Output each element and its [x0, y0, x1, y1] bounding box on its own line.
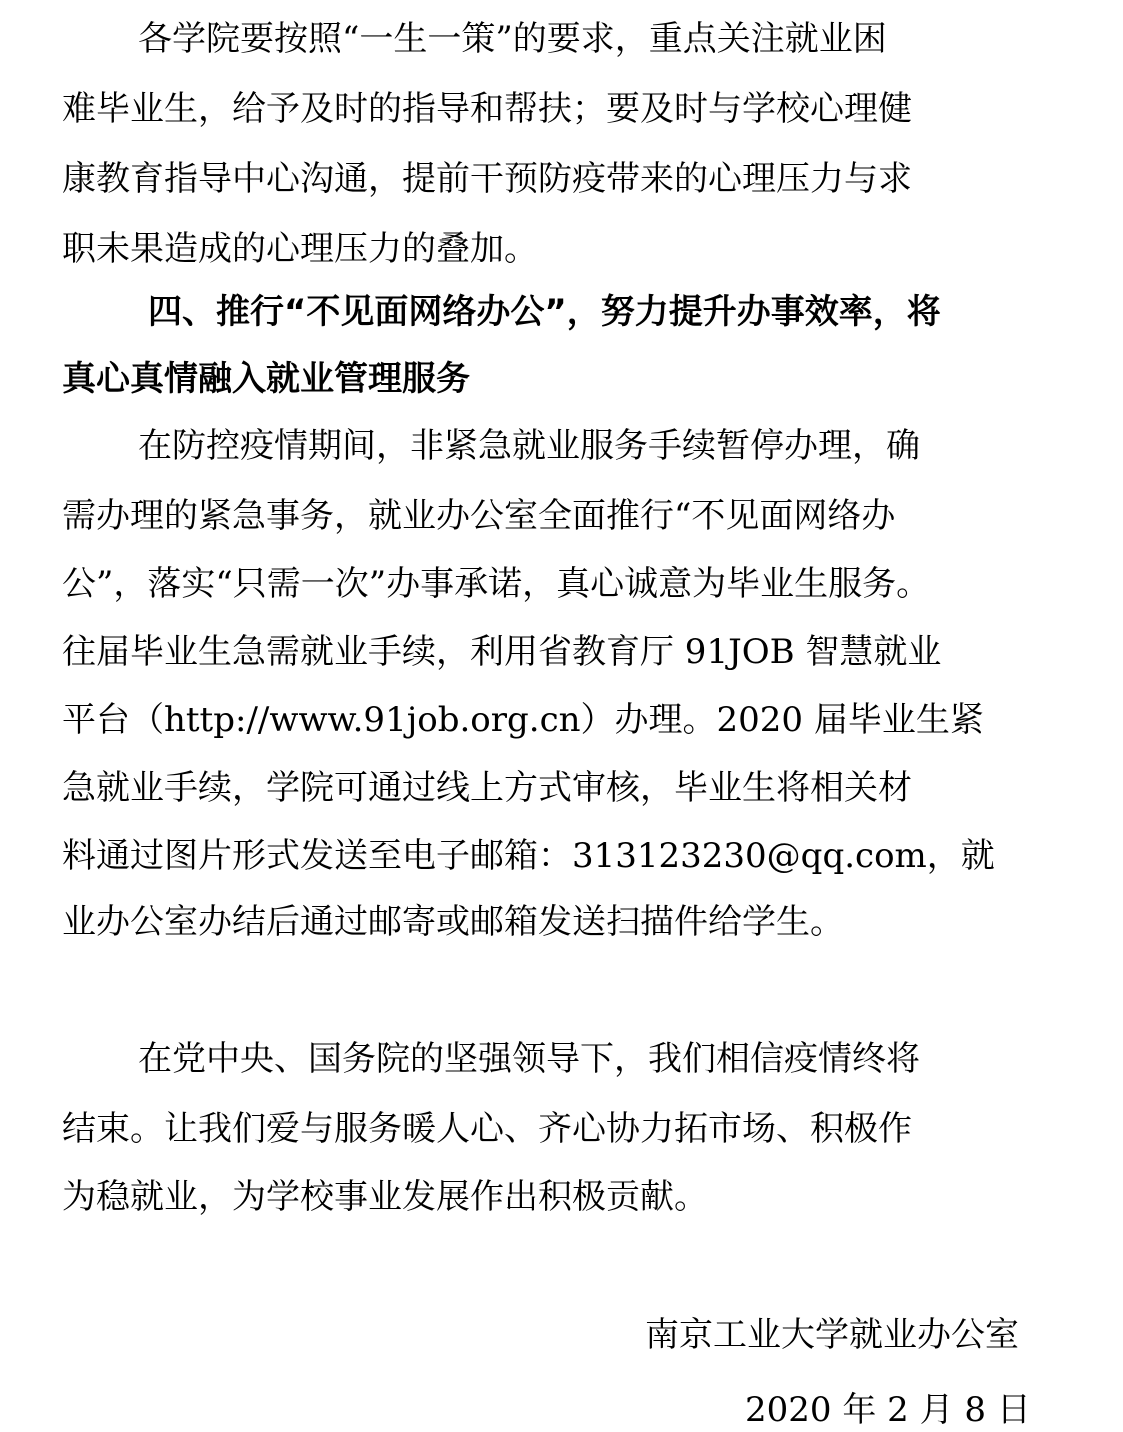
text-line: 急就业手续，学院可通过线上方式审核，毕业生将相关材	[62, 768, 912, 808]
signature-organization: 南京工业大学就业办公室	[645, 1315, 1019, 1355]
text-line: 康教育指导中心沟通，提前干预防疫带来的心理压力与求	[62, 159, 912, 199]
text-line: 在党中央、国务院的坚强领导下，我们相信疫情终将	[138, 1039, 920, 1079]
text-line: 需办理的紧急事务，就业办公室全面推行“不见面网络办	[62, 496, 896, 536]
text-line: 在防控疫情期间，非紧急就业服务手续暂停办理，确	[138, 426, 920, 466]
text-line: 业办公室办结后通过邮寄或邮箱发送扫描件给学生。	[62, 902, 844, 942]
text-line: 料通过图片形式发送至电子邮箱：313123230@qq.com，就	[62, 836, 995, 876]
text-line: 往届毕业生急需就业手续，利用省教育厅 91JOB 智慧就业	[62, 632, 942, 672]
text-line: 结束。让我们爱与服务暖人心、齐心协力拓市场、积极作	[62, 1109, 912, 1149]
text-line: 各学院要按照“一生一策”的要求，重点关注就业困	[138, 19, 887, 59]
heading-line: 真心真情融入就业管理服务	[62, 359, 470, 399]
text-line: 公”，落实“只需一次”办事承诺，真心诚意为毕业生服务。	[62, 564, 931, 604]
text-line: 为稳就业，为学校事业发展作出积极贡献。	[62, 1177, 708, 1217]
signature-date: 2020 年 2 月 8 日	[745, 1390, 1031, 1430]
text-line: 平台（http://www.91job.org.cn）办理。2020 届毕业生紧	[62, 700, 984, 740]
heading-line: 四、推行“不见面网络办公”，努力提升办事效率，将	[148, 292, 941, 332]
text-line: 难毕业生，给予及时的指导和帮扶；要及时与学校心理健	[62, 89, 912, 129]
text-line: 职未果造成的心理压力的叠加。	[62, 229, 538, 269]
